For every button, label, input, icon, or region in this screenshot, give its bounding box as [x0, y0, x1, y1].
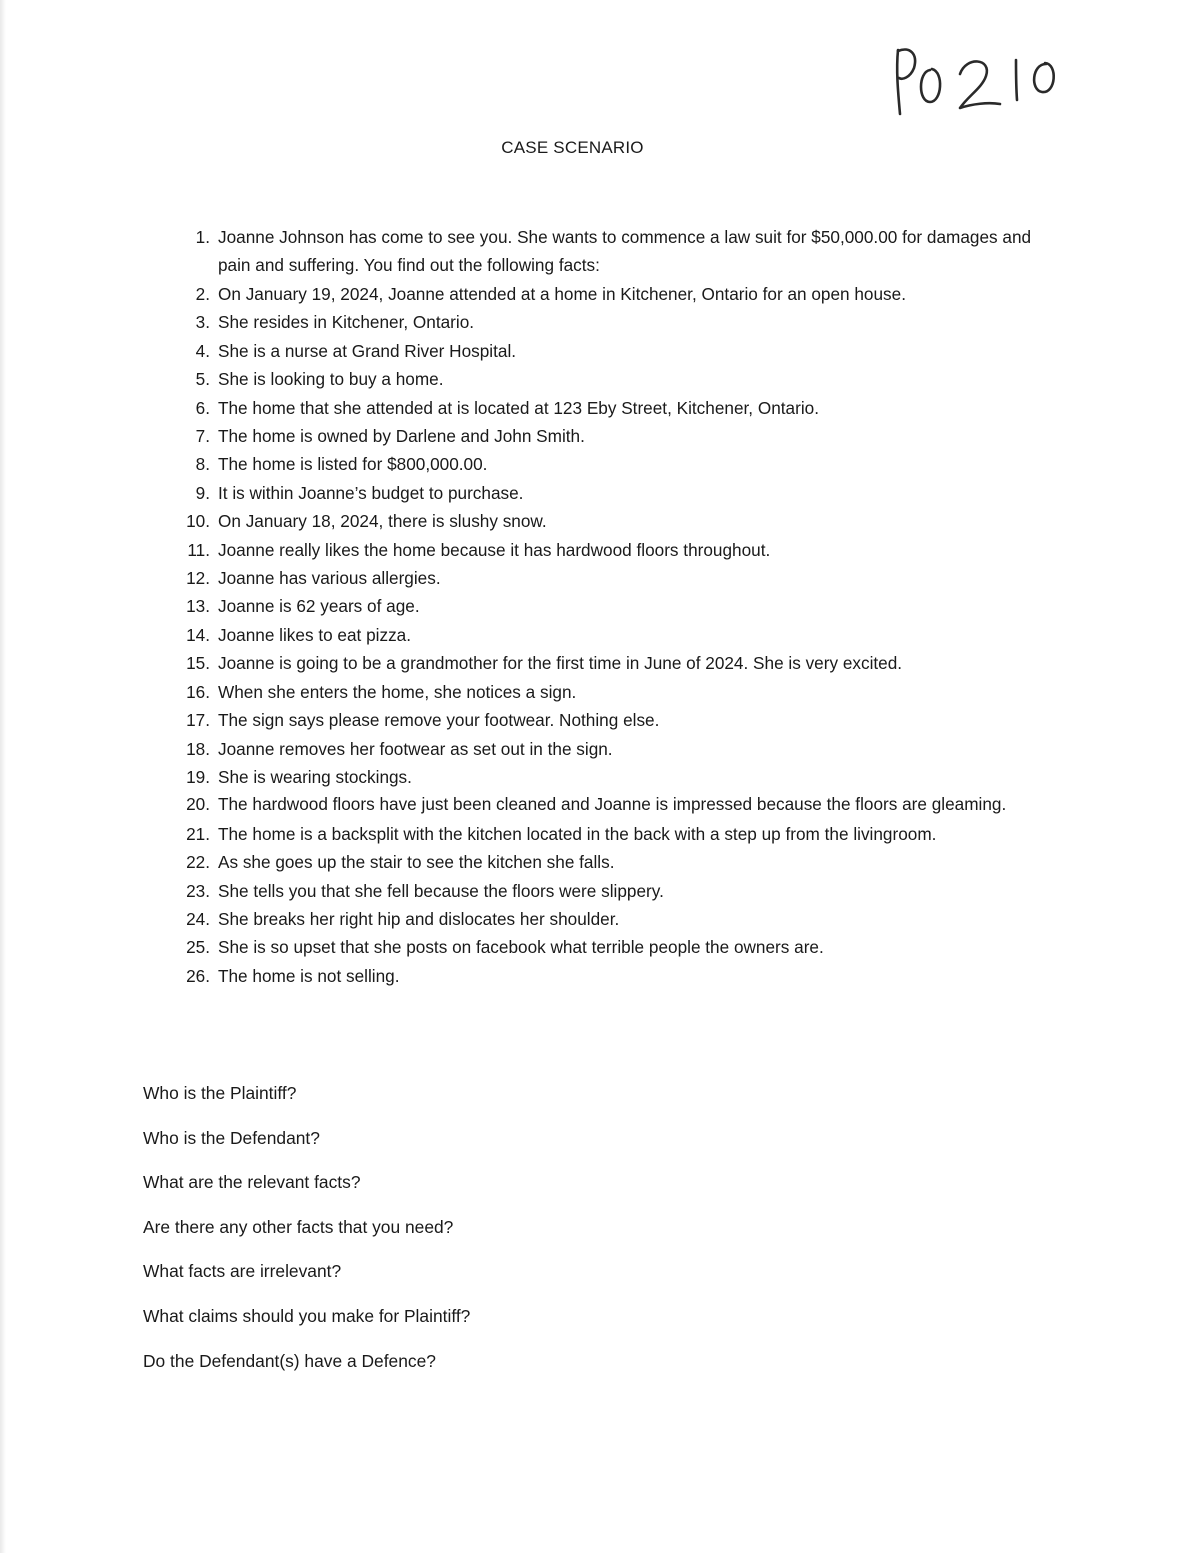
question-defence: Do the Defendant(s) have a Defence?: [143, 1350, 436, 1371]
fact-item: [176, 848, 1076, 876]
fact-number: 23.: [186, 880, 210, 901]
fact-item: [176, 763, 1076, 791]
fact-text: The home is owned by Darlene and John Smith.: [218, 426, 585, 447]
fact-number: 14.: [186, 624, 210, 645]
fact-text: Joanne has various allergies.: [218, 568, 441, 589]
handwritten-annotation-drawing: [888, 42, 1068, 122]
fact-item: [176, 224, 1038, 279]
fact-number: 24.: [186, 909, 210, 930]
fact-text: She is looking to buy a home.: [218, 369, 444, 390]
fact-item: [176, 308, 1076, 336]
fact-number: 22.: [186, 852, 210, 873]
fact-number: 17.: [186, 710, 210, 731]
fact-text: Joanne Johnson has come to see you. She wants to commence a law suit for $50,000.00 for damages and pain and suffering. You find out the following facts:: [218, 227, 1032, 275]
fact-item: [176, 592, 1076, 620]
questions-section: [143, 1081, 1043, 1393]
fact-text: On January 19, 2024, Joanne attended at a home in Kitchener, Ontario for an open house.: [218, 284, 906, 304]
fact-text: She is wearing stockings.: [218, 766, 412, 787]
fact-text: Joanne removes her footwear as set out in the sign.: [218, 738, 613, 759]
fact-item: [176, 678, 1076, 706]
question-irrelevant-facts: What facts are irrelevant?: [143, 1261, 342, 1282]
question-claims: What claims should you make for Plaintiff?: [143, 1305, 471, 1326]
fact-item: [176, 394, 1076, 422]
fact-number: 26.: [186, 965, 210, 986]
fact-text: The home is a backsplit with the kitchen located in the back with a step up from the livingroom.: [218, 823, 937, 844]
fact-text: The home is not selling.: [218, 965, 400, 986]
fact-item: [176, 649, 1076, 677]
fact-number: 19.: [186, 766, 210, 787]
fact-text: She tells you that she fell because the floors were slippery.: [218, 880, 664, 901]
fact-number: 15.: [186, 653, 210, 674]
fact-text: She is a nurse at Grand River Hospital.: [218, 340, 517, 361]
fact-text: It is within Joanne’s budget to purchase.: [218, 482, 524, 503]
fact-number: 4.: [195, 340, 210, 361]
fact-item: [176, 280, 1076, 308]
fact-item: [176, 735, 1076, 763]
fact-item: [176, 536, 1076, 564]
fact-text: On January 18, 2024, there is slushy snow.: [218, 511, 547, 532]
scan-edge: [0, 0, 6, 1553]
question-other-facts: Are there any other facts that you need?: [143, 1216, 454, 1237]
facts-list: [176, 224, 1076, 990]
fact-number: 1.: [195, 227, 210, 247]
fact-text: The home is listed for $800,000.00.: [218, 454, 488, 475]
fact-item: [176, 621, 1076, 649]
fact-item: [176, 450, 1076, 478]
fact-item: [176, 564, 1076, 592]
question-defendant: Who is the Defendant?: [143, 1127, 320, 1148]
fact-number: 11.: [187, 539, 210, 560]
fact-number: 9.: [195, 482, 210, 503]
fact-number: 25.: [186, 937, 210, 958]
fact-text: She resides in Kitchener, Ontario.: [218, 312, 475, 333]
fact-text: Joanne is going to be a grandmother for the first time in June of 2024. She is very excited.: [218, 653, 903, 674]
fact-item: [176, 820, 1076, 848]
fact-number: 21.: [186, 823, 210, 844]
fact-number: 18.: [186, 738, 210, 759]
fact-item: [176, 337, 1076, 365]
fact-text: Joanne is 62 years of age.: [218, 596, 420, 617]
fact-number: 12.: [186, 568, 210, 589]
fact-item: [176, 905, 1076, 933]
fact-text: Joanne really likes the home because it has hardwood floors throughout.: [218, 539, 771, 560]
question-plaintiff: Who is the Plaintiff?: [143, 1083, 297, 1103]
fact-item: [176, 933, 1076, 961]
fact-number: 8.: [195, 454, 210, 475]
document-title: CASE SCENARIO: [501, 138, 644, 157]
fact-text: As she goes up the stair to see the kitchen she falls.: [218, 852, 615, 873]
fact-item: [176, 422, 1076, 450]
fact-item: [176, 507, 1076, 535]
fact-text: Joanne likes to eat pizza.: [218, 624, 411, 645]
fact-item: [176, 706, 1076, 734]
question-relevant-facts: What are the relevant facts?: [143, 1172, 361, 1193]
fact-number: 20.: [186, 794, 210, 815]
fact-number: 5.: [195, 369, 210, 390]
fact-text: The sign says please remove your footwear. Nothing else.: [218, 710, 660, 731]
fact-text: She is so upset that she posts on facebook what terrible people the owners are.: [218, 937, 824, 958]
fact-number: 13.: [186, 596, 210, 617]
fact-text: When she enters the home, she notices a sign.: [218, 681, 577, 702]
fact-item: [176, 365, 1076, 393]
fact-number: 16.: [186, 681, 210, 702]
fact-number: 6.: [195, 397, 210, 418]
fact-text: The home that she attended at is located at 123 Eby Street, Kitchener, Ontario.: [218, 397, 819, 418]
handwritten-annotation: [888, 42, 1068, 122]
fact-item: [176, 962, 1076, 990]
fact-text: The hardwood floors have just been cleaned and Joanne is impressed because the floors are gleaming.: [218, 794, 1007, 815]
fact-number: 10.: [186, 511, 210, 532]
fact-number: 7.: [195, 426, 210, 447]
fact-item: [176, 877, 1076, 905]
fact-number: 2.: [195, 284, 210, 304]
fact-number: 3.: [195, 312, 210, 333]
fact-text: She breaks her right hip and dislocates her shoulder.: [218, 909, 620, 930]
fact-item: [176, 479, 1076, 507]
fact-item: [176, 791, 1038, 819]
